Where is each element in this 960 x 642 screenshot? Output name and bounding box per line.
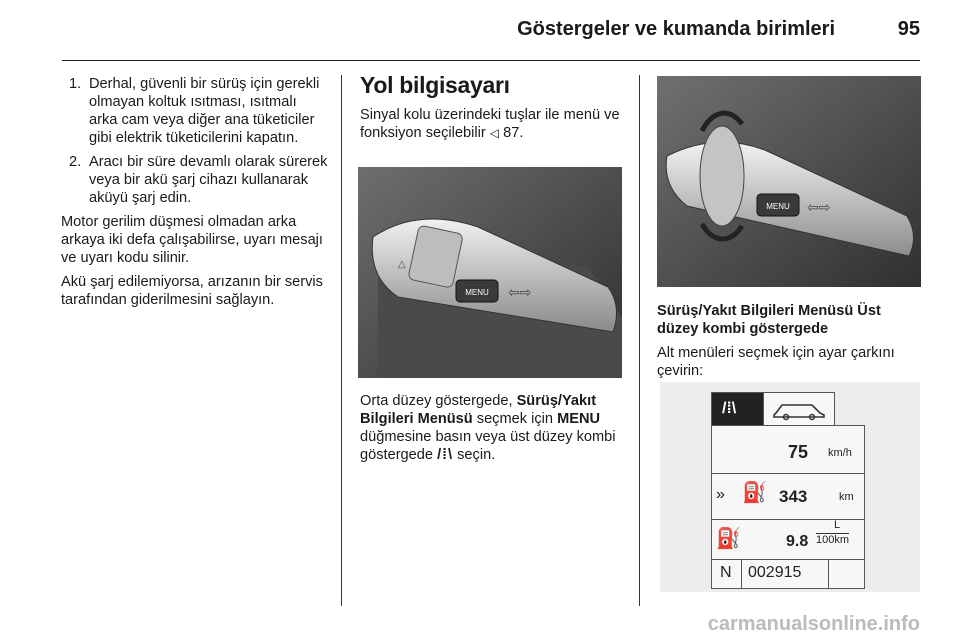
watermark-text: carmanualsonline.info <box>707 613 920 635</box>
speed-row <box>711 425 865 475</box>
range-row <box>711 473 865 521</box>
trip-fuel-tab <box>711 392 765 427</box>
menu-button-label: MENU <box>465 288 489 297</box>
trip-fuel-menu-icon: /⁞\ <box>437 447 454 463</box>
stalk-figure <box>358 167 622 378</box>
list-item: 2. Aracı bir süre devamlı olarak sürerek veya bir akü şarj cihazı kullanarak aküyü şarj edin. <box>69 154 328 206</box>
instrument-cluster-display <box>660 382 920 592</box>
section-heading: Yol bilgisayarı <box>360 72 510 98</box>
paragraph: Akü şarj edilemiyorsa, arızanın bir servis tarafından giderilmesini sağlayın. <box>61 274 323 308</box>
turn-signal-stalk-illustration <box>358 167 622 378</box>
fuel-pump-icon: ⛽ <box>742 482 767 504</box>
subsection-heading: Sürüş/Yakıt Bilgileri Menüsü Üst düzey kombi göstergede <box>657 303 881 337</box>
range-value: 343 <box>779 487 808 506</box>
page-header <box>0 18 920 48</box>
paragraph: Motor gerilim düşmesi olmadan arka arkaya iki defa çalışabilirse, uyarı mesajı ve uyarı kodu silinir. <box>61 214 323 266</box>
fuel-pump-icon: ⛽ <box>716 528 741 550</box>
page-number: 95 <box>897 18 920 40</box>
column-2-lower <box>360 392 626 470</box>
paragraph: Alt menüleri seçmek için ayar çarkını çevirin: <box>657 345 895 379</box>
consumption-unit-top: L <box>834 519 841 531</box>
gear-cell <box>711 559 743 589</box>
paragraph: Orta düzey göstergede, Sürüş/Yakıt Bilgileri Menüsü seçmek için MENU düğmesine basın veya üst düzey kombi göstergede /⁞\ seçin. <box>360 393 616 463</box>
cluster-display-figure <box>660 382 920 592</box>
column-1 <box>61 75 329 315</box>
trip-fuel-tab-icon: /⁞\ <box>722 400 737 417</box>
range-unit: km <box>839 491 854 503</box>
column-3 <box>657 302 923 386</box>
page-reference[interactable]: 87. <box>503 125 524 141</box>
thumbwheel-figure <box>657 76 921 287</box>
menu-button-label: MENU <box>766 202 790 211</box>
average-speed-value: 75 <box>788 442 809 462</box>
paragraph: Sinyal kolu üzerindeki tuşlar ile menü ve fonksiyon seçilebilir ◁ 87. <box>360 107 620 141</box>
svg-text:⇦⇨: ⇦⇨ <box>508 285 532 301</box>
consumption-unit-bottom: 100km <box>816 534 850 546</box>
thumbwheel-stalk-illustration <box>657 76 921 287</box>
header-divider <box>62 60 920 61</box>
section-title: Göstergeler ve kumanda birimleri <box>517 18 835 40</box>
svg-text:⇦⇨: ⇦⇨ <box>807 200 831 216</box>
double-chevron-icon: » <box>716 486 725 503</box>
list-item: 1. Derhal, güvenli bir sürüş için gerekli olmayan koltuk ısıtması, ısıtmalı arka cam veya diğer ana tüketiciler gibi elektrik tüketicilerini kapatın. <box>69 76 320 146</box>
odometer-cell <box>741 559 830 589</box>
reference-arrow-icon: ◁ <box>489 126 500 140</box>
odometer-value: 002915 <box>748 564 802 581</box>
consumption-value: 9.8 <box>786 533 809 550</box>
svg-text:△: △ <box>398 259 406 270</box>
column-divider-1 <box>341 75 342 606</box>
car-icon <box>764 393 834 426</box>
column-2 <box>360 72 626 148</box>
vehicle-tab <box>763 392 835 427</box>
gear-indicator: N <box>720 564 732 581</box>
empty-cell <box>828 559 865 589</box>
consumption-row <box>711 519 865 561</box>
speed-unit: km/h <box>828 447 852 459</box>
column-divider-2 <box>639 75 640 606</box>
